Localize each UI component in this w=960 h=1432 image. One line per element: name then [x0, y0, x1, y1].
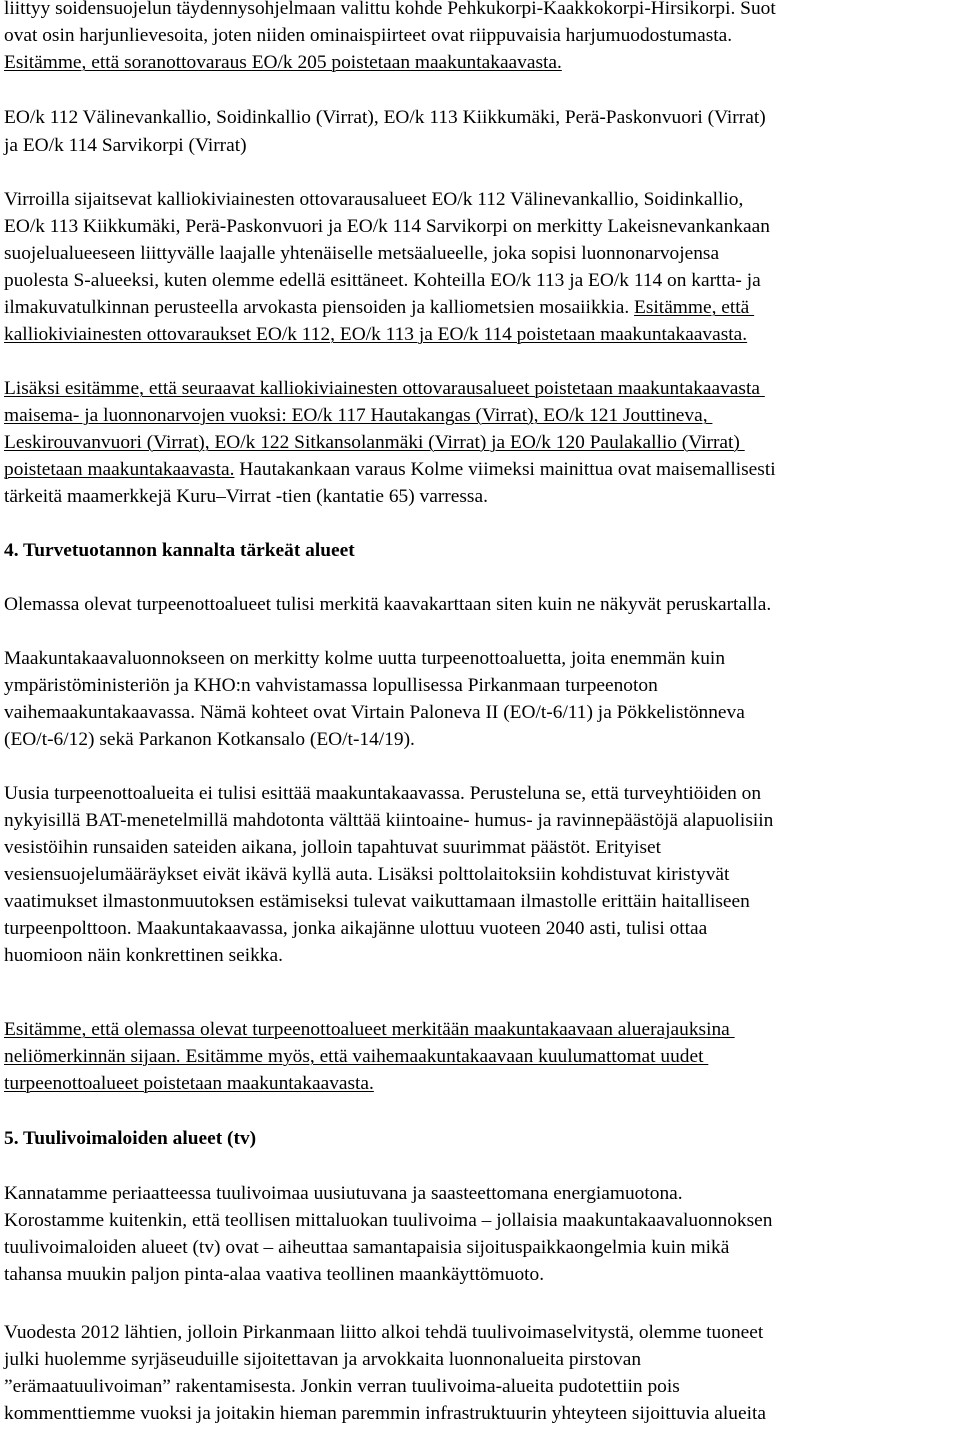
text-span: Korostamme kuitenkin, että teollisen mittaluokan tuulivoima – jollaisia maakuntakaavaluonnoksen	[4, 1210, 773, 1231]
text-span: Kohteilla EO/k 113 ja EO/k 114 on kartta- ja	[408, 270, 761, 291]
text-line	[4, 700, 745, 726]
text-span: Kannatamme periaatteessa tuulivoimaa uusiutuvana ja saasteettomana energiamuotona.	[4, 1183, 683, 1204]
heading-text: 5. Tuulivoimaloiden alueet (tv)	[4, 1128, 257, 1149]
text-line	[4, 430, 745, 456]
text-line	[4, 0, 776, 22]
text-span: suojelualueeseen liittyvälle laajalle yhtenäiselle metsäalueelle, joka sopisi luonnonarvojensa	[4, 243, 720, 264]
text-line	[4, 916, 707, 942]
eo-subheading-line	[4, 105, 766, 131]
proposal-text: Lisäksi esitämme, että seuraavat kalliokiviainesten ottovarausalueet poistetaan maakuntakaavasta	[4, 378, 765, 399]
text-line	[4, 1347, 641, 1373]
text-line	[4, 1208, 772, 1234]
text-line	[4, 50, 562, 76]
text-span: tuulivoimaloiden alueet (tv) ovat – aiheuttaa samantapaisia sijoituspaikkaongelmia kuin mikä	[4, 1237, 730, 1258]
text-span: tahansa muukin paljon pinta-alaa vaativa teollinen maankäyttömuoto.	[4, 1264, 545, 1285]
proposal-text: Esitämme, että	[634, 297, 755, 318]
text-line	[4, 592, 771, 618]
text-span: vesiensuojelumääräykset eivät ikävä kyllä auta. Lisäksi polttolaitoksiin kohdistuvat kiristyvät	[4, 864, 730, 885]
text-line	[4, 1017, 735, 1043]
text-line	[4, 943, 283, 969]
heading-text: 4. Turvetuotannon kannalta tärkeät alueet	[4, 540, 355, 561]
text-line	[4, 1401, 766, 1427]
section-4-heading	[4, 538, 355, 564]
text-span: EO/k 112 Välinevankallio, Soidinkallio (Virrat), EO/k 113 Kiikkumäki, Perä-Paskonvuori (Virrat)	[4, 107, 766, 128]
section-5-heading	[4, 1126, 256, 1152]
text-line	[4, 322, 747, 348]
text-line	[4, 808, 773, 834]
text-line	[4, 1320, 763, 1346]
text-line	[4, 727, 415, 753]
text-line	[4, 673, 658, 699]
text-line	[4, 403, 712, 429]
text-span: nykyisillä BAT-menetelmillä mahdotonta välttää kiintoaine- humus- ja ravinnepäästöjä alapuolisiin	[4, 810, 774, 831]
text-line	[4, 457, 776, 483]
text-span: (EO/t-6/12) sekä Parkanon Kotkansalo (EO/t-14/19).	[4, 729, 415, 750]
proposal-text: poistetaan maakuntakaavasta.	[4, 459, 235, 480]
text-span: ympäristöministeriön ja KHO:n vahvistamassa lopullisessa Pirkanmaan turpeenoton	[4, 675, 658, 696]
proposal-text: maisema- ja luonnonarvojen vuoksi: EO/k 117 Hautakangas (Virrat), EO/k 121 Jouttineva,	[4, 405, 713, 426]
text-line	[4, 781, 761, 807]
text-span: Olemassa olevat turpeenottoalueet tulisi merkitä kaavakarttaan siten kuin ne näkyvät peruskartalla.	[4, 594, 772, 615]
text-span: huomioon näin konkrettinen seikka.	[4, 945, 283, 966]
text-span: ilmakuvatulkinnan perusteella arvokasta piensoiden ja kalliometsien mosaiikkia.	[4, 297, 635, 318]
text-line	[4, 1262, 544, 1288]
text-line	[4, 268, 761, 294]
text-line	[4, 835, 661, 861]
text-span: liittyy soidensuojelun täydennysohjelmaan valittu kohde Pehkukorpi-Kaakkokorpi-Hirsikorpi. Suot	[4, 0, 776, 19]
text-span: tärkeitä maamerkkejä Kuru–Virrat -tien (kantatie 65) varressa.	[4, 486, 488, 507]
text-line	[4, 241, 719, 267]
text-span: ”erämaatuulivoiman” rakentamisesta. Jonkin verran tuulivoima-alueita pudotettiin pois	[4, 1376, 680, 1397]
text-line	[4, 376, 765, 402]
proposal-text: Esitämme, että olemassa olevat turpeenottoalueet merkitään maakuntakaavaan aluerajauksina	[4, 1019, 735, 1040]
text-line	[4, 1235, 729, 1261]
text-span: ja EO/k 114 Sarvikorpi (Virrat)	[4, 135, 247, 156]
text-line	[4, 1181, 683, 1207]
text-line	[4, 295, 754, 321]
proposal-text: Leskirouvanvuori (Virrat), EO/k 122 Sitkansolanmäki (Virrat) ja EO/k 120 Paulakallio (Virrat)	[4, 432, 745, 453]
text-line	[4, 1044, 708, 1070]
text-line	[4, 214, 770, 240]
eo-subheading-line	[4, 133, 247, 159]
text-line	[4, 1374, 680, 1400]
text-span: vaatimukset ilmastonmuutoksen estämiseksi tulevat vaikuttamaan ilmastolle erittäin haitalliseen	[4, 891, 750, 912]
text-line	[4, 1071, 374, 1097]
text-span: julki huolemme syrjäseuduille sijoitettavan ja arvokkaita luonnonalueita pirstovan	[4, 1349, 642, 1370]
proposal-text: turpeenottoalueet poistetaan maakuntakaavasta.	[4, 1073, 374, 1094]
text-line	[4, 187, 743, 213]
text-span: puolesta S-alueeksi, kuten olemme edellä esittäneet.	[4, 270, 409, 291]
text-line	[4, 646, 725, 672]
text-span: Hautakankaan varaus Kolme viimeksi mainittua ovat maisemallisesti	[234, 459, 776, 480]
text-span: Uusia turpeenottoalueita ei tulisi esittää maakuntakaavassa. Perusteluna se, että turveyhtiöiden on	[4, 783, 762, 804]
text-span: turpeenpolttoon. Maakuntakaavassa, jonka aikajänne ulottuu vuoteen 2040 asti, tulisi ottaa	[4, 918, 708, 939]
text-span: vaihemaakuntakaavassa. Nämä kohteet ovat Virtain Paloneva II (EO/t-6/11) ja Pökkelistönneva	[4, 702, 745, 723]
text-line	[4, 484, 488, 510]
text-line	[4, 862, 729, 888]
text-line	[4, 889, 750, 915]
text-span: kommenttiemme vuoksi ja joitakin hieman paremmin infrastruktuurin yhteyteen sijoittuvia alueita	[4, 1403, 766, 1424]
text-span: Maakuntakaavaluonnokseen on merkitty kolme uutta turpeenottoaluetta, joita enemmän kuin	[4, 648, 726, 669]
text-span: EO/k 113 Kiikkumäki, Perä-Paskonvuori ja EO/k 114 Sarvikorpi on merkitty Lakeisnevankankaan	[4, 216, 770, 237]
proposal-text: neliömerkinnän sijaan. Esitämme myös, että vaihemaakuntakaavaan kuulumattomat uudet	[4, 1046, 709, 1067]
text-span: Virroilla sijaitsevat kalliokiviainesten ottovarausalueet EO/k 112 Välinevankallio, Soidinkallio,	[4, 189, 744, 210]
proposal-text: kalliokiviainesten ottovaraukset EO/k 112, EO/k 113 ja EO/k 114 poistetaan maakuntakaavasta.	[4, 324, 748, 345]
text-span: ovat osin harjunlievesoita, joten niiden ominaispiirteet ovat riippuvaisia harjumuodostumasta.	[4, 25, 733, 46]
text-span: vesistöihin runsaiden sateiden aikana, jolloin tapahtuvat suurimmat päästöt. Erityiset	[4, 837, 661, 858]
text-span: Vuodesta 2012 lähtien, jolloin Pirkanmaan liitto alkoi tehdä tuulivoimaselvitystä, olemme tuoneet	[4, 1322, 764, 1343]
proposal-text: Esitämme, että soranottovaraus EO/k 205 poistetaan maakuntakaavasta.	[4, 52, 562, 73]
text-line	[4, 23, 732, 49]
